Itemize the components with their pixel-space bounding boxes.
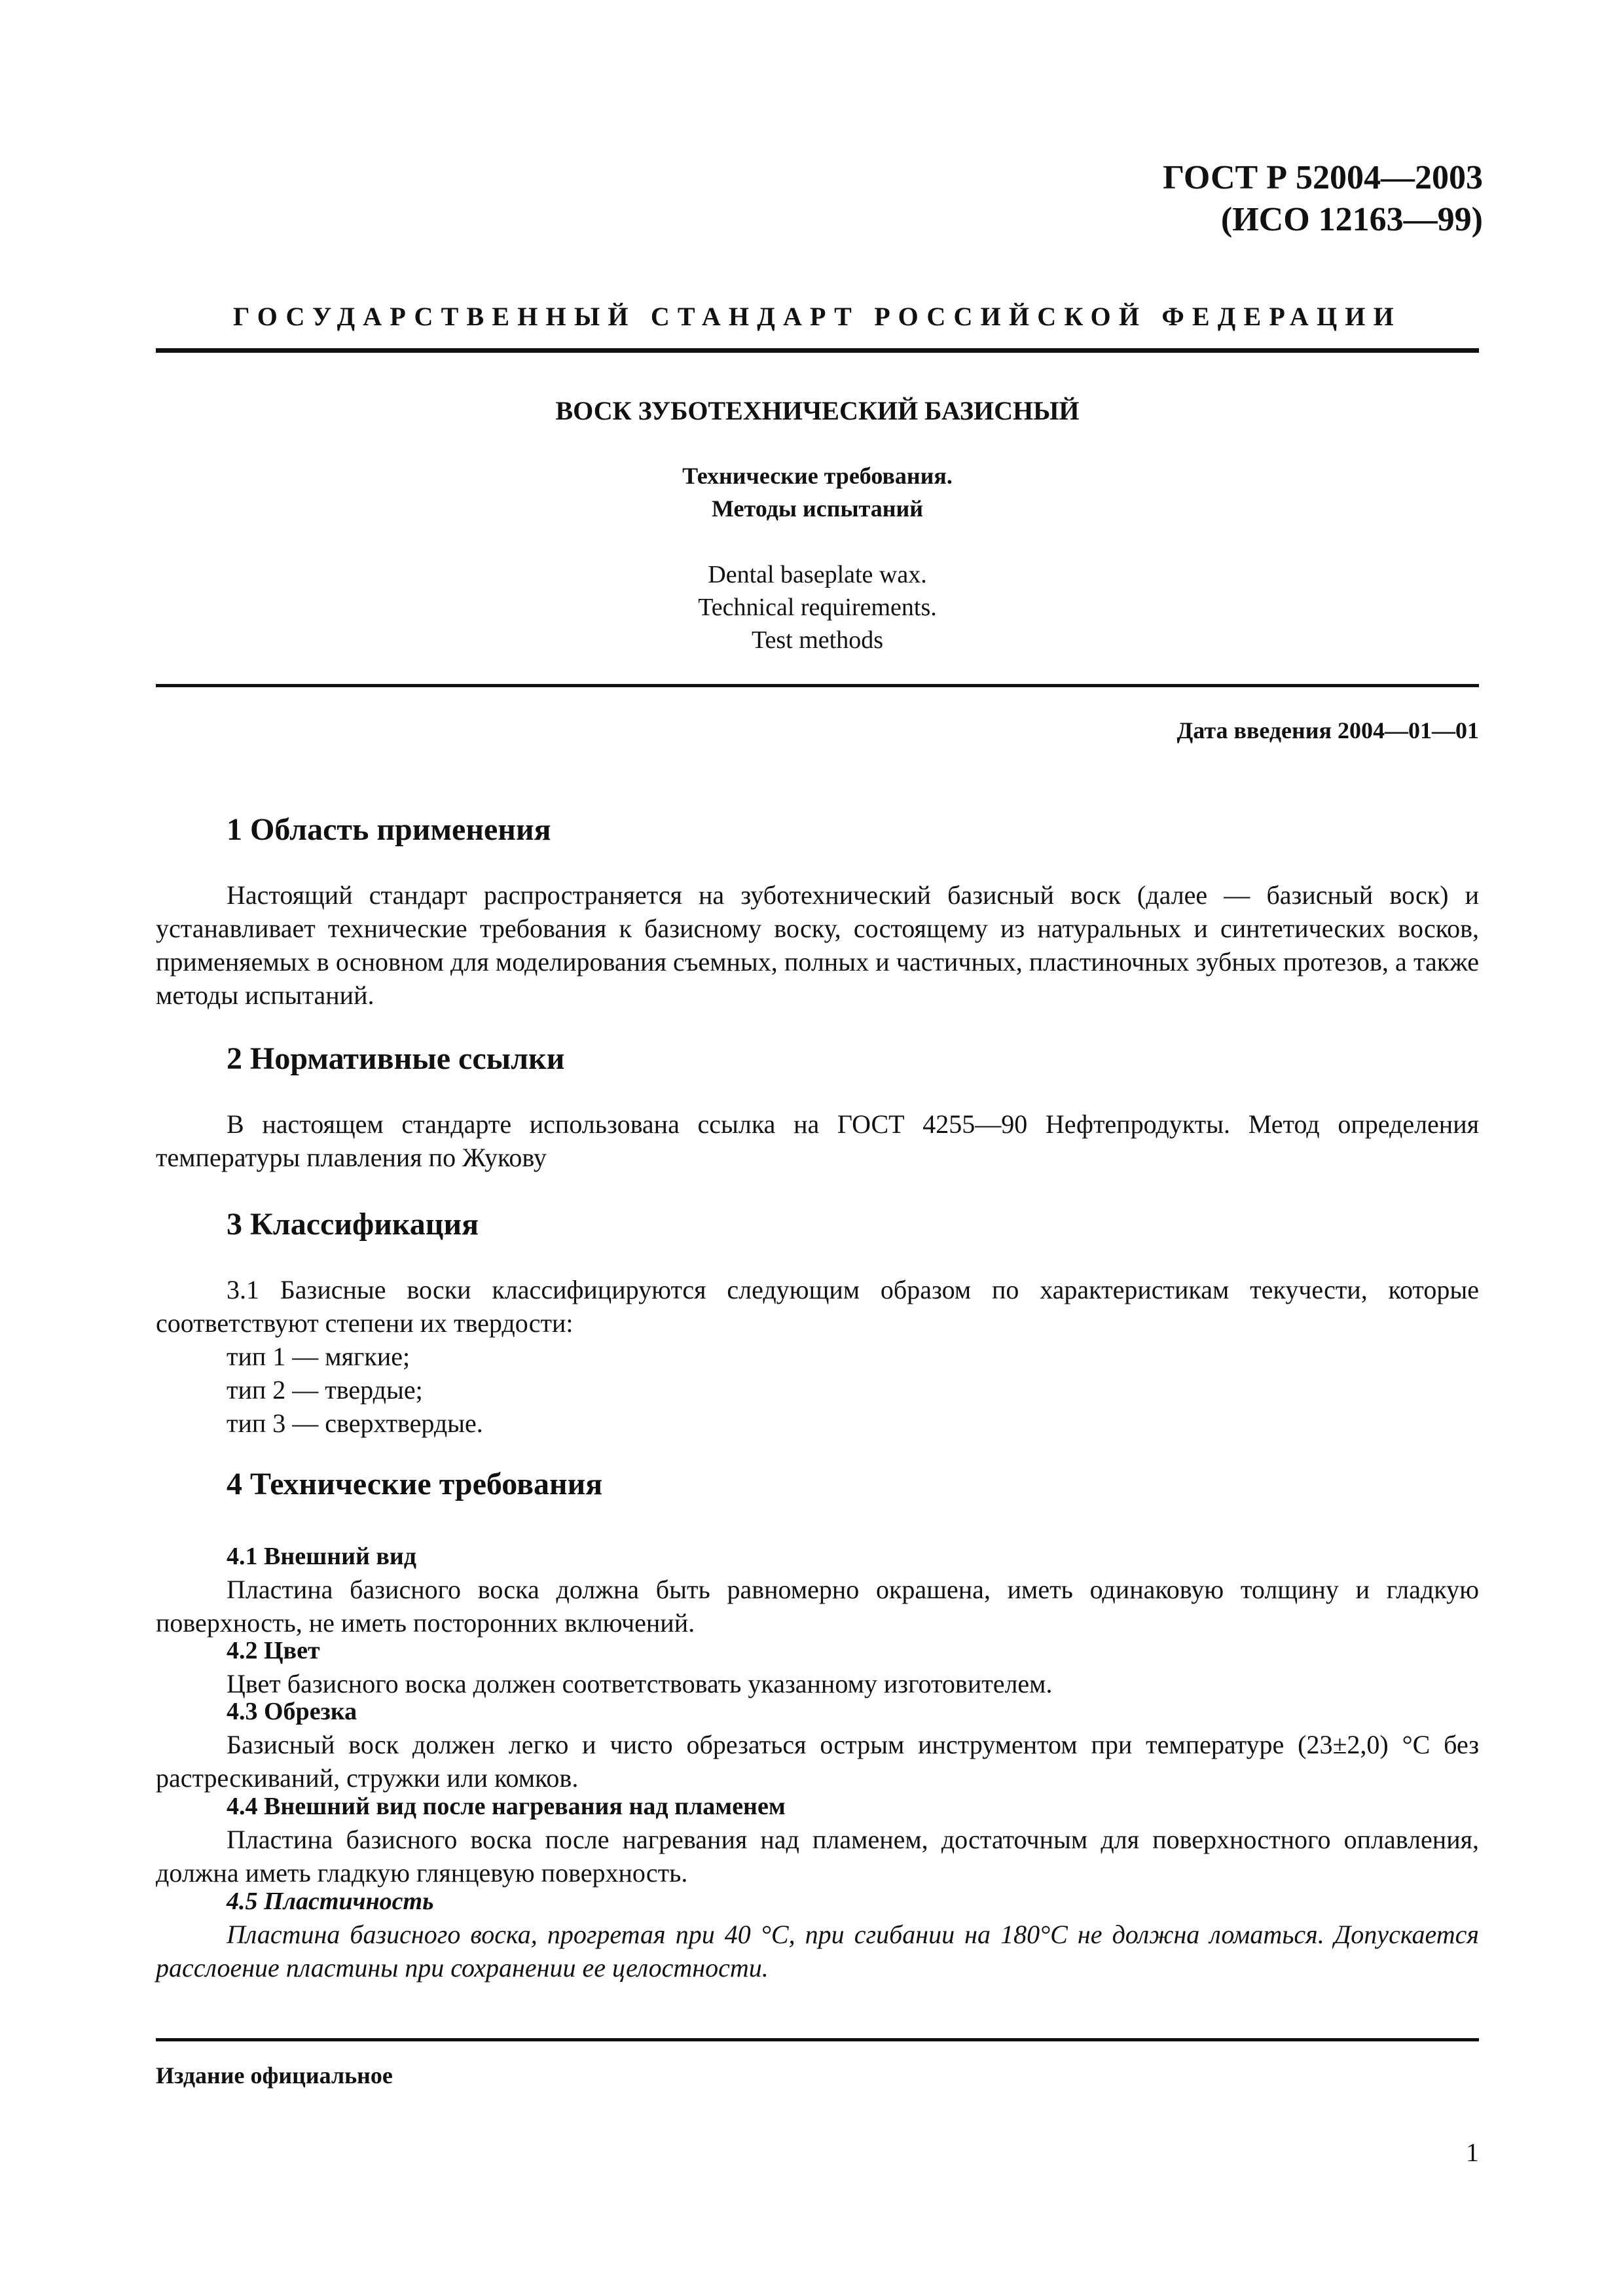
introduction-date: Дата введения 2004—01—01 — [1176, 717, 1479, 744]
classification-type-item: тип 2 — твердые; — [227, 1375, 423, 1405]
page-number: 1 — [1466, 2138, 1479, 2167]
subtitle-en-line: Test methods — [751, 626, 884, 654]
section-heading-classification: 3 Классификация — [227, 1207, 479, 1242]
official-edition-label: Издание официальное — [156, 2062, 393, 2089]
clause-paragraph — [156, 1918, 1479, 1984]
section-heading-scope: 1 Область применения — [227, 812, 551, 847]
paragraph-text: Пластина базисного воска должна быть равномерно окрашена, иметь одинаковую толщину и гладкую поверхность, не иметь посторонних включений. — [156, 1575, 1479, 1638]
paragraph-text: Пластина базисного воска, прогретая при 40 °С, при сгибании на 180°С не должна ломаться. Допускается расслоение пластины при сохранении ее целостности. — [156, 1920, 1479, 1982]
iso-code: (ИСО 12163—99) — [1220, 201, 1483, 238]
subtitle-en-line: Dental baseplate wax. — [708, 561, 927, 588]
clause-heading: 4.1 Внешний вид — [227, 1543, 417, 1570]
document-title: ВОСК ЗУБОТЕХНИЧЕСКИЙ БАЗИСНЫЙ — [555, 396, 1080, 425]
paragraph-text: Базисный воск должен легко и чисто обрезаться острым инструментом при температуре (23±2,0) °С без растрескиваний, стружки или комков. — [156, 1730, 1479, 1793]
section-heading-references: 2 Нормативные ссылки — [227, 1041, 565, 1076]
subtitle-ru-line: Методы испытаний — [712, 495, 923, 522]
section-paragraph-classification — [156, 1273, 1479, 1340]
paragraph-text: Настоящий стандарт распространяется на зуботехнический базисный воск (далее — базисный воск) и устанавливает технические требования к базисному воску, состоящему из натуральных и синтетических восков, применяемых в основном для моделирования съемных, полных и частичных, пластиночных зубных протезов, а также методы испытаний. — [156, 880, 1479, 1010]
clause-heading: 4.2 Цвет — [227, 1637, 320, 1664]
paragraph-text: Пластина базисного воска после нагревания над пламенем, достаточным для поверхностного оплавления, должна иметь гладкую глянцевую поверхность. — [156, 1825, 1479, 1888]
section-heading-requirements: 4 Технические требования — [227, 1467, 603, 1501]
paragraph-text: 3.1 Базисные воски классифицируются следующим образом по характеристикам текучести, которые соответствуют степени их твердости: — [156, 1275, 1479, 1338]
subtitle-en-line: Technical requirements. — [698, 594, 937, 621]
section-paragraph-references — [156, 1107, 1479, 1174]
standard-banner: ГОСУДАРСТВЕННЫЙ СТАНДАРТ РОССИЙСКОЙ ФЕДЕРАЦИИ — [233, 302, 1402, 331]
clause-paragraph — [156, 1573, 1479, 1640]
clause-paragraph — [156, 1823, 1479, 1890]
clause-heading: 4.3 Обрезка — [227, 1698, 357, 1725]
classification-type-item: тип 3 — сверхтвердые. — [227, 1408, 483, 1438]
title-rule — [156, 684, 1479, 687]
standard-code: ГОСТ Р 52004—2003 — [1163, 159, 1483, 196]
clause-heading: 4.4 Внешний вид после нагревания над пламенем — [227, 1793, 786, 1820]
clause-paragraph — [156, 1728, 1479, 1795]
paragraph-text: Цвет базисного воска должен соответствовать указанному изготовителем. — [227, 1669, 1053, 1698]
footer-rule — [156, 2038, 1479, 2041]
classification-type-item: тип 1 — мягкие; — [227, 1342, 410, 1371]
clause-heading: 4.5 Пластичность — [227, 1888, 434, 1915]
paragraph-text: В настоящем стандарте использована ссылка на ГОСТ 4255—90 Нефтепродукты. Метод определения температуры плавления по Жукову — [156, 1109, 1479, 1172]
subtitle-ru-line: Технические требования. — [682, 463, 953, 489]
banner-rule — [156, 348, 1479, 353]
section-paragraph-scope — [156, 878, 1479, 1012]
